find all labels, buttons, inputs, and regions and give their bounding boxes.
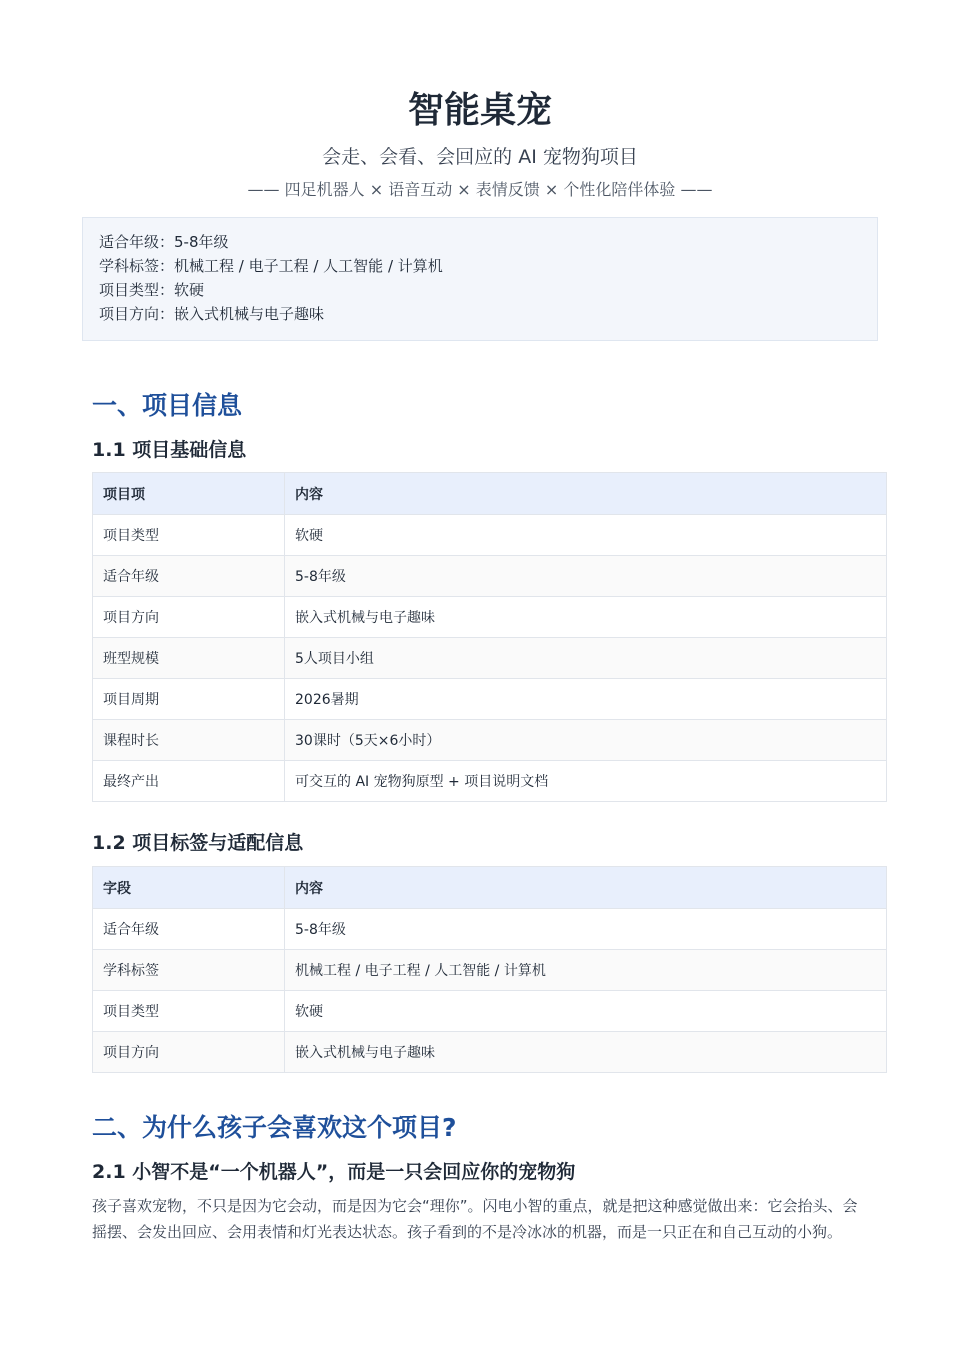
table-cell-value: 嵌入式机械与电子趣味 xyxy=(285,1032,887,1073)
table-cell-key: 适合年级 xyxy=(93,556,285,597)
table-row xyxy=(93,1032,887,1073)
section-heading-project-info: 一、项目信息 xyxy=(92,391,243,420)
table-cell-key: 课程时长 xyxy=(93,720,285,761)
table-cell-value: 软硬 xyxy=(285,991,887,1032)
page-tagline: —— 四足机器人 × 语音互动 × 表情反馈 × 个性化陪伴体验 —— xyxy=(247,180,713,199)
table-header-row xyxy=(93,867,887,909)
body-paragraph: 孩子喜欢宠物，不只是因为它会动，而是因为它会“理你”。闪电小智的重点，就是把这种感觉做出来：它会抬头、会摇摆、会发出回应、会用表情和灯光表达状态。孩子看到的不是冷冰冰的机器，而是一只正在和自己互动的小狗。 xyxy=(92,1197,858,1241)
meta-line-type: 项目类型：软硬 xyxy=(99,281,205,299)
table-cell-key: 项目类型 xyxy=(93,515,285,556)
table-row xyxy=(93,761,887,802)
table-row xyxy=(93,556,887,597)
meta-line-direction: 项目方向：嵌入式机械与电子趣味 xyxy=(99,305,325,323)
table-row xyxy=(93,597,887,638)
table-row xyxy=(93,638,887,679)
meta-summary-box xyxy=(82,217,878,341)
table-cell-value: 5人项目小组 xyxy=(285,638,887,679)
page-subtitle: 会走、会看、会回应的 AI 宠物狗项目 xyxy=(322,146,638,168)
table-cell-key: 最终产出 xyxy=(93,761,285,802)
basic-info-table xyxy=(92,472,887,802)
column-header: 内容 xyxy=(285,473,887,515)
subsection-heading-basic-info: 1.1 项目基础信息 xyxy=(92,439,247,461)
table-cell-key: 适合年级 xyxy=(93,909,285,950)
table-cell-value: 软硬 xyxy=(285,515,887,556)
table-cell-key: 项目方向 xyxy=(93,1032,285,1073)
table-header-row xyxy=(93,473,887,515)
meta-line-subjects: 学科标签：机械工程 / 电子工程 / 人工智能 / 计算机 xyxy=(99,257,443,275)
table-cell-value: 5-8年级 xyxy=(285,909,887,950)
table-cell-key: 班型规模 xyxy=(93,638,285,679)
subsection-heading-pet-dog: 2.1 小智不是“一个机器人”，而是一只会回应你的宠物狗 xyxy=(92,1161,576,1183)
table-cell-key: 项目方向 xyxy=(93,597,285,638)
table-cell-key: 学科标签 xyxy=(93,950,285,991)
page-title: 智能桌宠 xyxy=(407,90,552,131)
meta-line-grade: 适合年级：5-8年级 xyxy=(99,233,229,251)
table-row xyxy=(93,909,887,950)
table-row xyxy=(93,720,887,761)
table-row xyxy=(93,991,887,1032)
table-cell-value: 5-8年级 xyxy=(285,556,887,597)
subsection-heading-tags-info: 1.2 项目标签与适配信息 xyxy=(92,832,304,854)
column-header: 项目项 xyxy=(93,473,285,515)
table-cell-value: 可交互的 AI 宠物狗原型 + 项目说明文档 xyxy=(285,761,887,802)
table-cell-value: 机械工程 / 电子工程 / 人工智能 / 计算机 xyxy=(285,950,887,991)
section-heading-why-kids-like: 二、为什么孩子会喜欢这个项目? xyxy=(92,1113,457,1142)
column-header: 内容 xyxy=(285,867,887,909)
table-cell-key: 项目类型 xyxy=(93,991,285,1032)
table-row xyxy=(93,950,887,991)
column-header: 字段 xyxy=(93,867,285,909)
table-row xyxy=(93,679,887,720)
tags-info-table xyxy=(92,866,887,1073)
table-cell-value: 30课时（5天×6小时） xyxy=(285,720,887,761)
table-row xyxy=(93,515,887,556)
table-cell-value: 嵌入式机械与电子趣味 xyxy=(285,597,887,638)
table-cell-value: 2026暑期 xyxy=(285,679,887,720)
table-cell-key: 项目周期 xyxy=(93,679,285,720)
